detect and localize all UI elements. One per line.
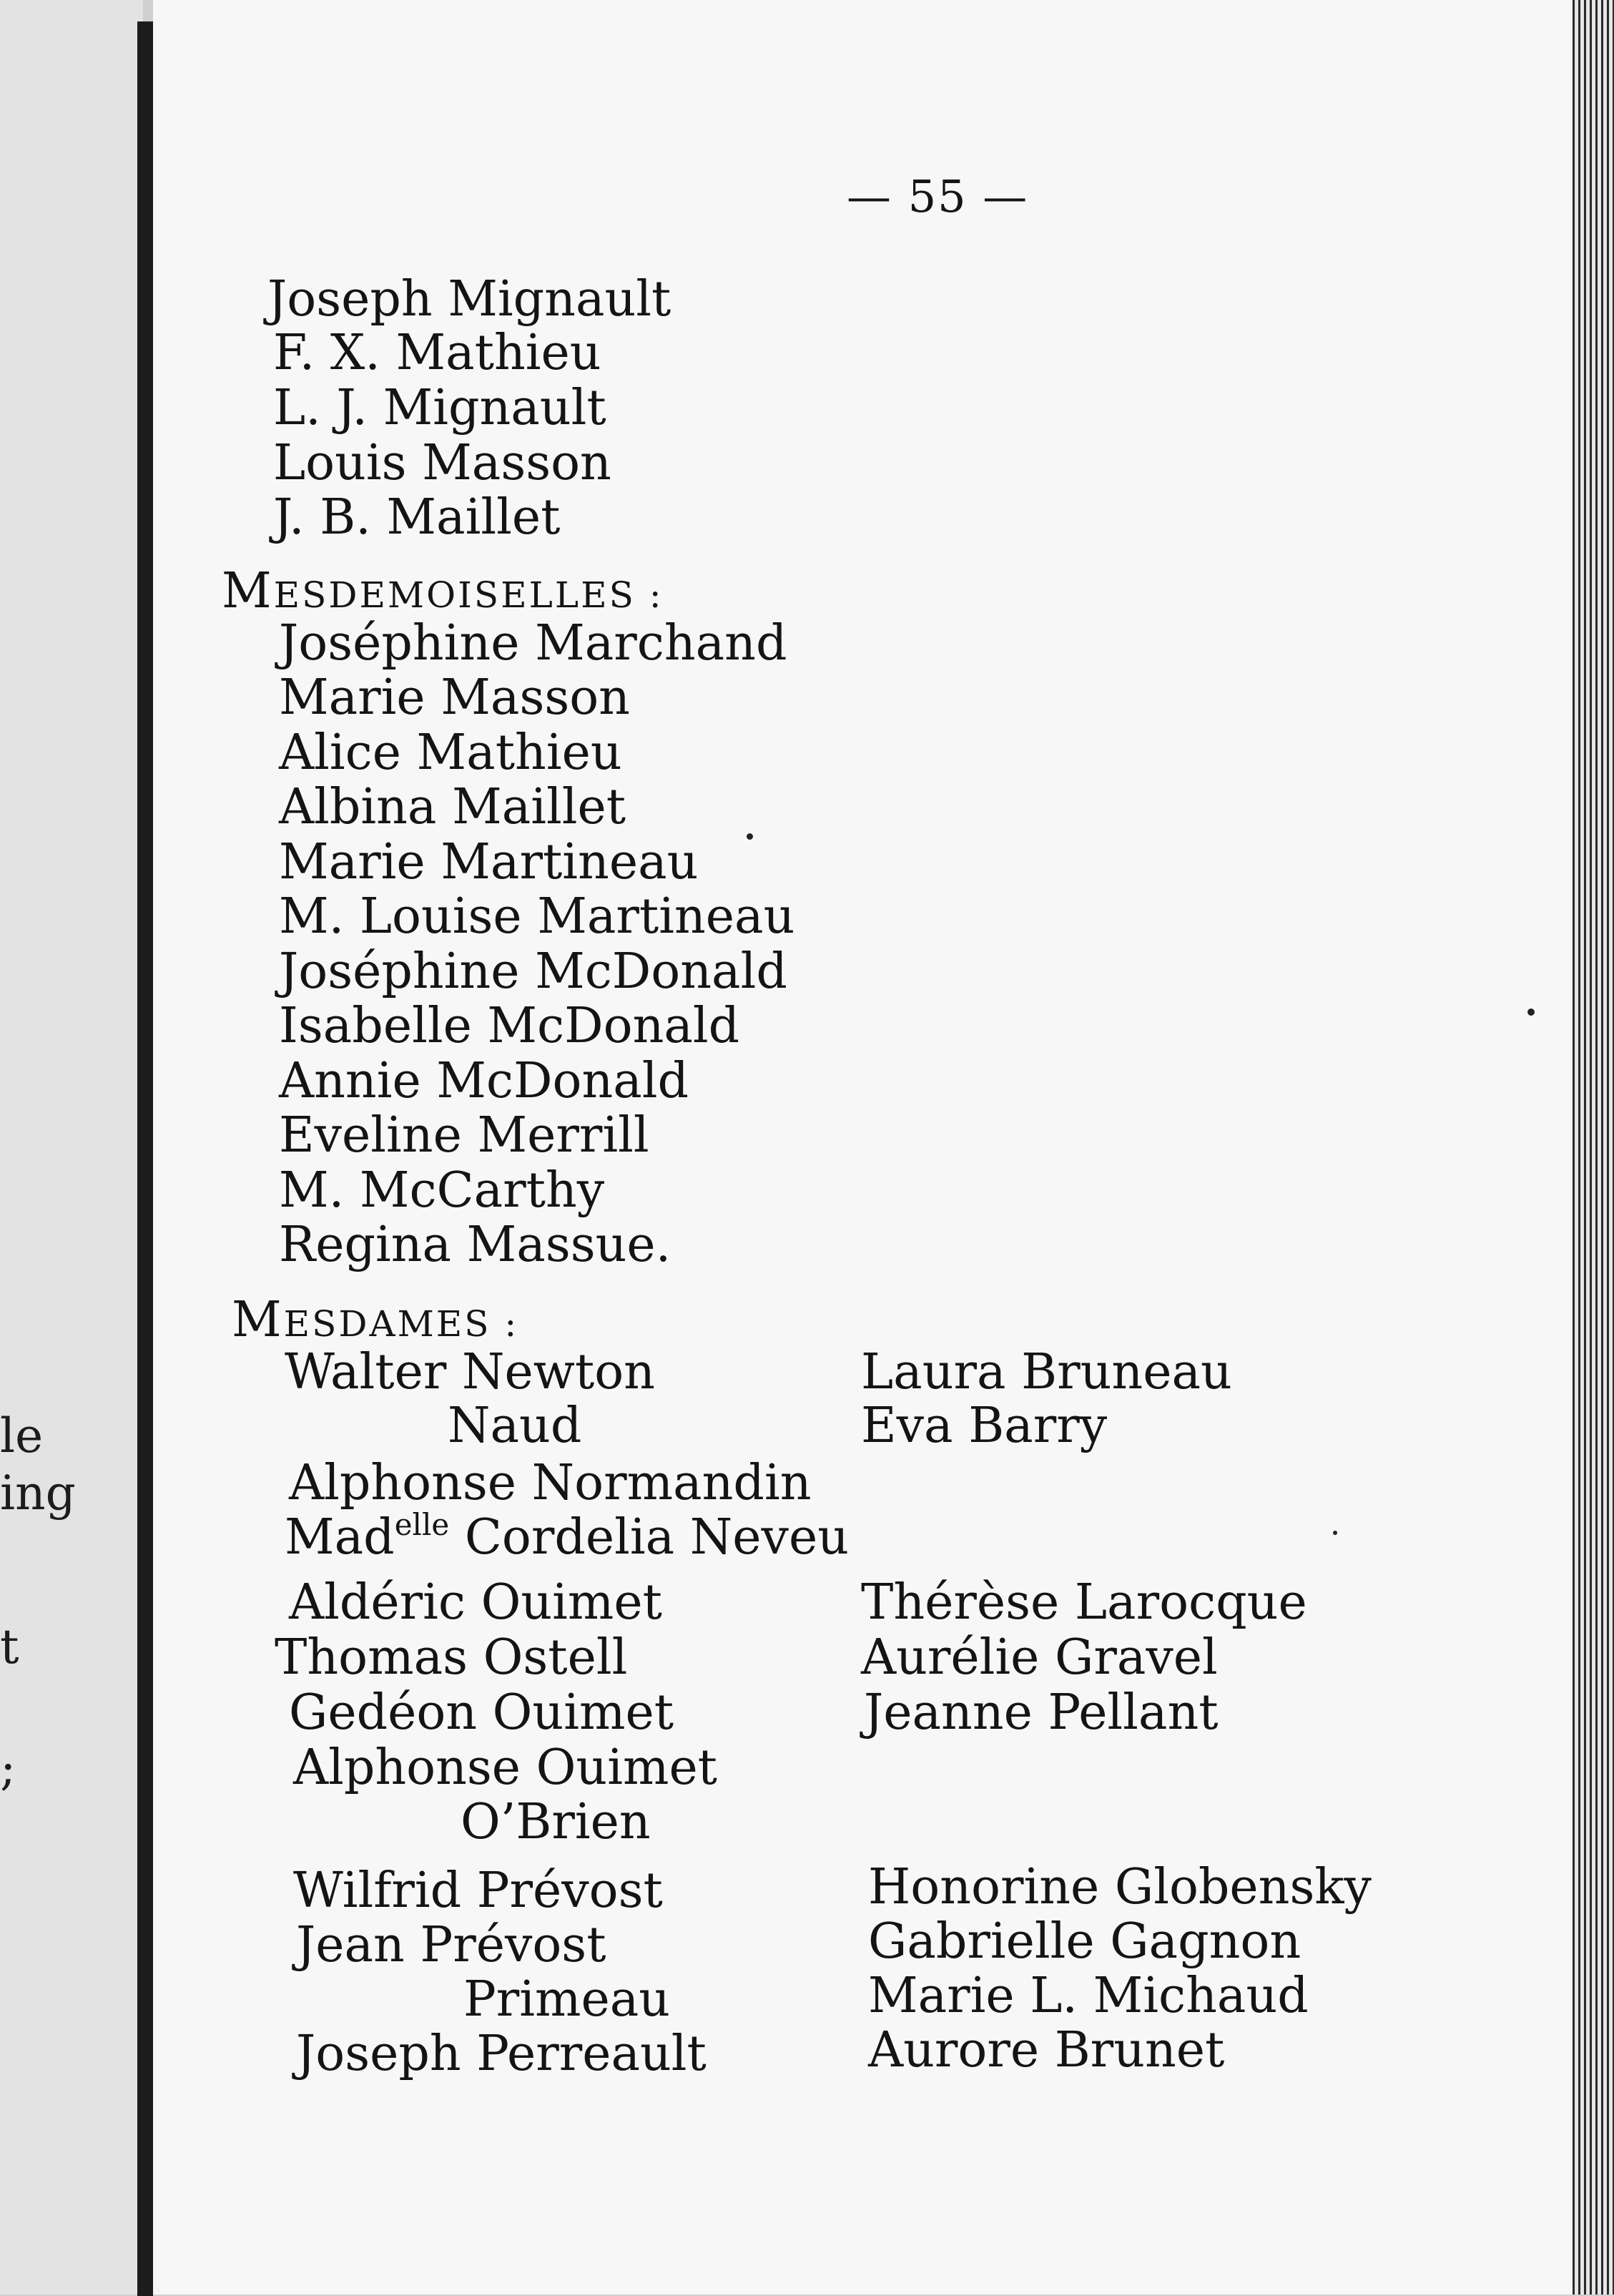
name-line: Albina Maillet bbox=[279, 779, 626, 835]
scan-speck bbox=[1333, 1531, 1337, 1535]
page-edge bbox=[1573, 0, 1614, 2295]
name-line: Aldéric Ouimet bbox=[289, 1574, 662, 1631]
name-line: Jean Prévost bbox=[296, 1917, 606, 1973]
name-line: Aurélie Gravel bbox=[861, 1629, 1218, 1686]
name-line: Aurore Brunet bbox=[868, 2022, 1225, 2079]
name-line: Joséphine Marchand bbox=[279, 615, 787, 672]
name-line: Eveline Merrill bbox=[279, 1107, 649, 1164]
name-line: M. McCarthy bbox=[279, 1162, 605, 1219]
name-line bbox=[285, 1507, 849, 1566]
name-line: Alphonse Ouimet bbox=[293, 1740, 718, 1796]
name-line: Marie L. Michaud bbox=[868, 1968, 1309, 2024]
name-line: Gabrielle Gagnon bbox=[868, 1913, 1301, 1970]
name-line: Gedéon Ouimet bbox=[289, 1684, 674, 1741]
name-line: Alice Mathieu bbox=[279, 725, 622, 781]
name-line: Louis Masson bbox=[273, 435, 611, 491]
facing-page-fragment: ; bbox=[0, 1741, 16, 1796]
madelle-prefix: Mad bbox=[285, 1509, 395, 1566]
name-line: Marie Martineau bbox=[279, 834, 699, 891]
name-line: O’Brien bbox=[461, 1794, 651, 1850]
scan-speck bbox=[1527, 1009, 1535, 1016]
name-line: Annie McDonald bbox=[279, 1053, 689, 1109]
facing-page bbox=[0, 0, 143, 2295]
name-line: F. X. Mathieu bbox=[273, 325, 601, 381]
name-line: Eva Barry bbox=[861, 1398, 1108, 1454]
section-heading-mesdames bbox=[232, 1292, 519, 1348]
name-line: L. J. Mignault bbox=[273, 380, 606, 436]
heading-initial: M bbox=[232, 1292, 284, 1348]
name-line: Isabelle McDonald bbox=[279, 998, 740, 1054]
facing-page-fragment: t bbox=[0, 1619, 19, 1674]
name-line: Thérèse Larocque bbox=[861, 1574, 1307, 1631]
name-line: J. B. Maillet bbox=[273, 489, 561, 546]
scan-speck bbox=[747, 833, 753, 840]
page bbox=[153, 0, 1573, 2295]
book-spine-shadow bbox=[137, 21, 153, 2296]
name-line: Naud bbox=[448, 1398, 582, 1454]
name-line: Honorine Globensky bbox=[868, 1859, 1372, 1915]
name-line: Joséphine McDonald bbox=[279, 943, 787, 1000]
name-line: Thomas Ostell bbox=[275, 1629, 628, 1686]
name-line: M. Louise Martineau bbox=[279, 888, 795, 945]
name-line: Regina Massue. bbox=[279, 1217, 671, 1273]
heading-rest: ESDEMOISELLES : bbox=[273, 574, 664, 616]
name-line: Alphonse Normandin bbox=[289, 1455, 812, 1511]
name-line: Marie Masson bbox=[279, 669, 630, 726]
section-heading-mesdemoiselles bbox=[222, 563, 664, 619]
page-number: — 55 — bbox=[847, 170, 1029, 222]
heading-initial: M bbox=[222, 563, 274, 619]
name-line: Walter Newton bbox=[285, 1344, 655, 1400]
madelle-name: Cordelia Neveu bbox=[464, 1509, 849, 1566]
name-line: Wilfrid Prévost bbox=[293, 1863, 663, 1919]
name-line: Laura Bruneau bbox=[861, 1344, 1232, 1400]
facing-page-fragment: le bbox=[0, 1408, 44, 1463]
name-line: Joseph Perreault bbox=[296, 2026, 707, 2082]
heading-rest: ESDAMES : bbox=[283, 1303, 519, 1345]
madelle-superscript: elle bbox=[394, 1507, 450, 1542]
name-line: Primeau bbox=[463, 1971, 671, 2028]
name-line: Joseph Mignault bbox=[267, 271, 671, 328]
name-line: Jeanne Pellant bbox=[864, 1684, 1219, 1741]
facing-page-fragment: ing bbox=[0, 1466, 76, 1521]
